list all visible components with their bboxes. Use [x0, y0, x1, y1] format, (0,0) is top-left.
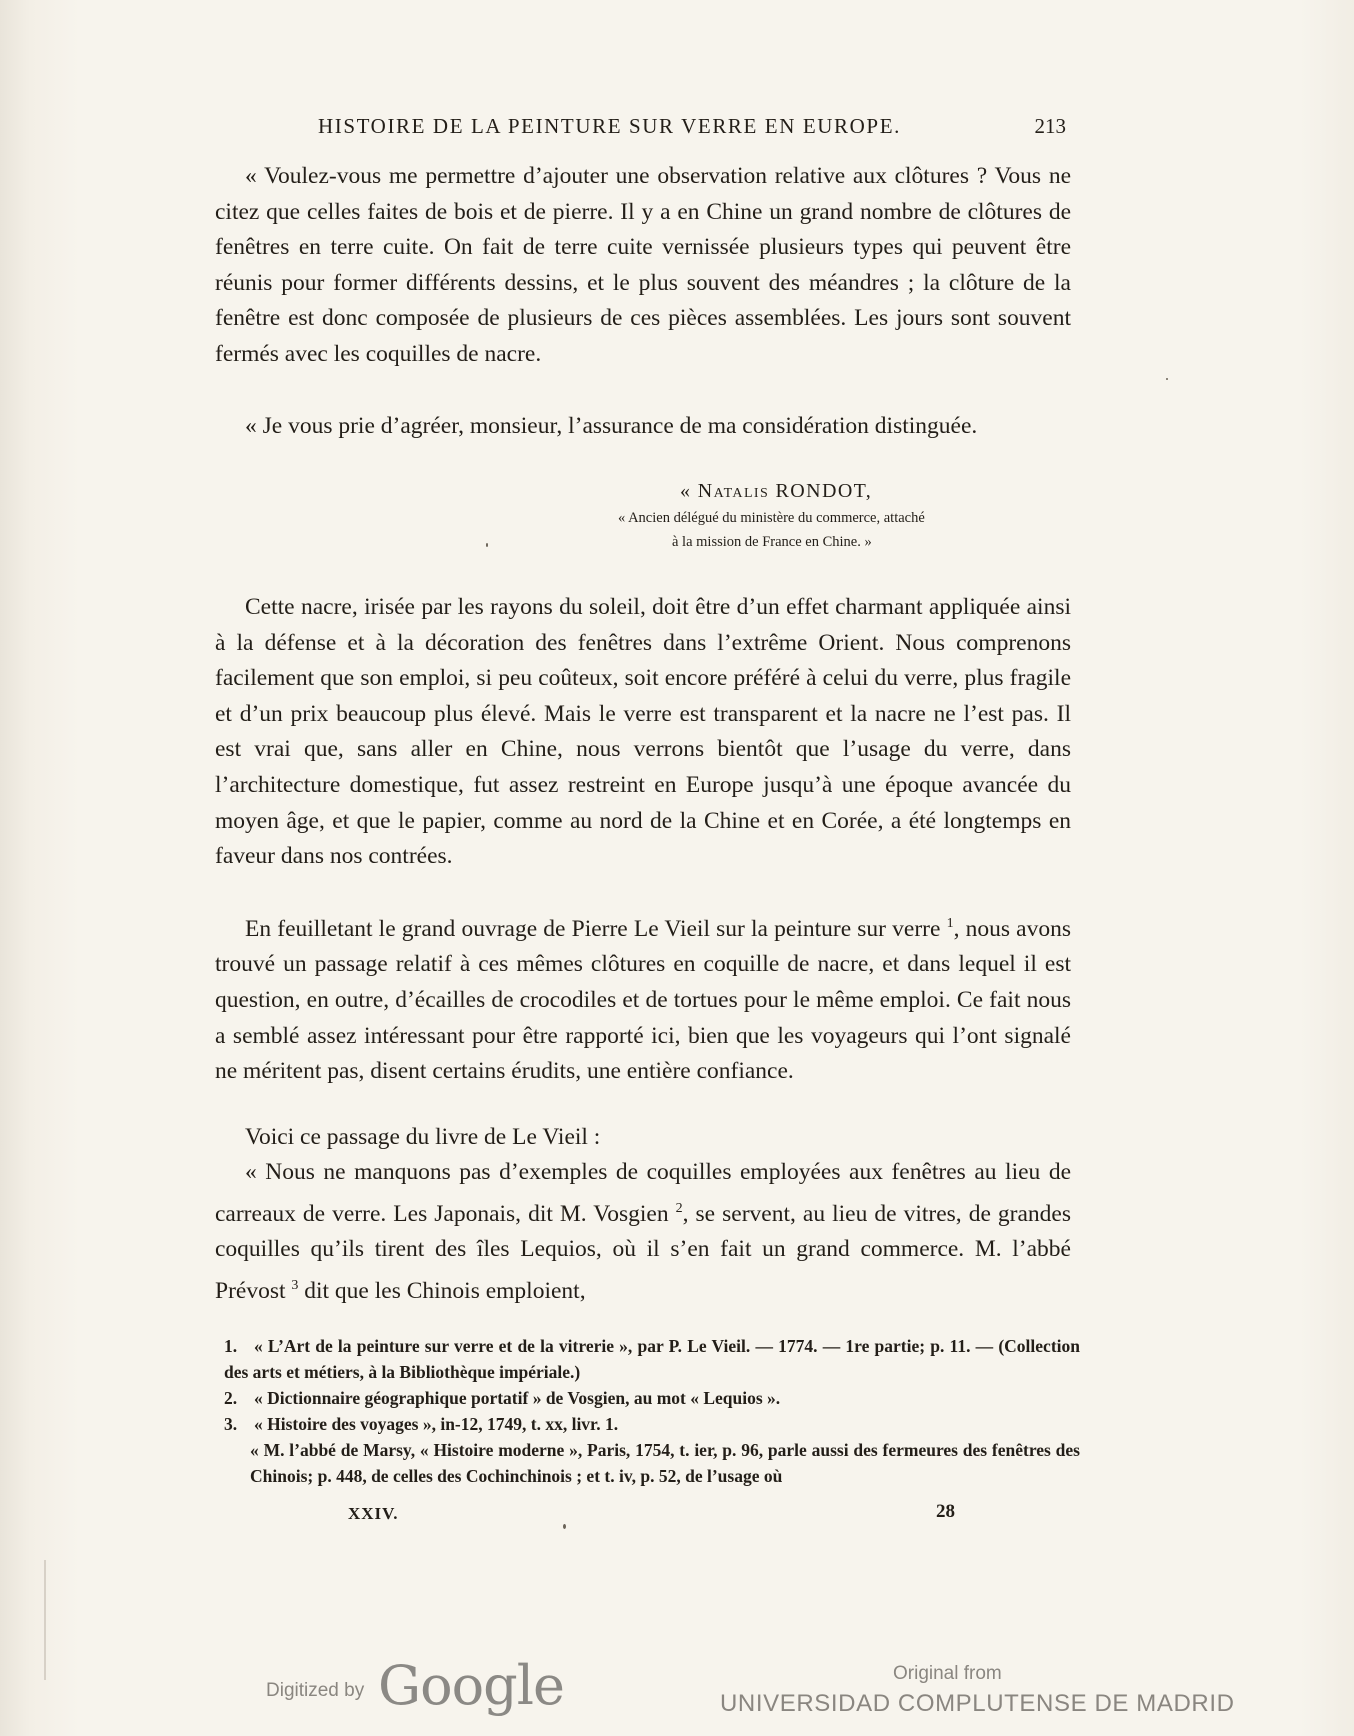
- footnote-ref: 1: [946, 916, 954, 931]
- letter-paragraph: « Voulez-vous me permettre d’ajouter une observation relative aux clôtures ? Vous ne citez que celles faites de bois et de pierre. Il y a en Chine un grand nombre de clôtures de fenêtres en terre cuite. On fait de terre cuite vernissée plusieurs types qui peuvent être réunis pour former différents dessins, et le plus souvent des méandres ; la clôture de la fenêtre est donc composée de plusieurs de ces pièces assemblées. Les jours sont souvent fermés avec les coquilles de nacre.: [215, 163, 1071, 367]
- footnote-label: 3.: [224, 1414, 238, 1434]
- signature-title-line: à la mission de France en Chine. »: [672, 534, 872, 550]
- digitized-by-label: Digitized by: [266, 1680, 365, 1701]
- quoted-paragraph: [215, 1155, 1071, 1309]
- library-name: UNIVERSIDAD COMPLUTENSE DE MADRID: [720, 1690, 1235, 1717]
- body-paragraph: [215, 906, 1071, 1090]
- footnote-text: « Histoire des voyages », in-12, 1749, t. xx, livr. 1.: [254, 1414, 619, 1434]
- body-paragraph: Cette nacre, irisée par les rayons du soleil, doit être d’un effet charmant appliquée ainsi à la défense et à la décoration des fenêtres dans l’extrême Orient. Nous comprenons facilement que son emploi, si peu coûteux, soit encore préféré à celui du verre, plus fragile et d’un prix beaucoup plus élevé. Mais le verre est transparent et la nacre ne l’est pas. Il est vrai que, sans aller en Chine, nous verrons bientôt que l’usage du verre, dans l’architecture domestique, fut assez restreint en Europe jusqu’à une époque avancée du moyen âge, et que le papier, comme au nord de la Chine et en Corée, a été longtemps en faveur dans nos contrées.: [215, 594, 1071, 870]
- footnote-label: 2.: [224, 1388, 238, 1408]
- gathering-mark: XXIV.: [348, 1504, 399, 1523]
- gutter-shadow: [44, 1560, 46, 1680]
- footnote-3: [224, 1411, 1080, 1437]
- footnote-3-continuation: « M. l’abbé de Marsy, « Histoire moderne », Paris, 1754, t. ier, p. 96, parle aussi des fermeures des fenêtres des Chinois; p. 448, de celles des Cochinchinois ; et t. iv, p. 52, de l’usage où: [250, 1440, 1080, 1486]
- paragraph-text: En feuilletant le grand ouvrage de Pierre Le Vieil sur la peinture sur verre: [245, 915, 941, 942]
- page-number: 213: [1034, 114, 1066, 138]
- paragraph-text: , nous avons trouvé un passage relatif à ces mêmes clôtures en coquille de nacre, et dans lequel il est question, en outre, d’écailles de crocodiles et de tortues pour le même emploi. Ce fait nous a semblé assez intéressant pour être rapporté ici, bien que les voyageurs qui l’ont signalé ne méritent pas, disent certains érudits, une entière confiance.: [215, 915, 1072, 1085]
- running-title: HISTOIRE DE LA PEINTURE SUR VERRE EN EUROPE.: [318, 114, 901, 138]
- footnote-ref: 3: [291, 1277, 299, 1293]
- body-paragraph: Voici ce passage du livre de Le Vieil :: [245, 1124, 601, 1150]
- paragraph-text: « Nous ne manquons pas d’exemples de coquilles employées aux fenêtres au lieu de carreaux de verre. Les Japonais, dit M. Vosgien: [215, 1159, 1071, 1227]
- footnote-text: « L’Art de la peinture sur verre et de la vitrerie », par P. Le Vieil. — 1774. — 1re partie; p. 11. — (Collection des arts et métiers, à la Bibliothèque impériale.): [224, 1336, 1080, 1382]
- paragraph-text: dit que les Chinois emploient,: [298, 1277, 586, 1304]
- letter-signature: « Natalis RONDOT,: [680, 480, 873, 502]
- google-logo: Google: [378, 1654, 564, 1717]
- sheet-number: 28: [936, 1501, 955, 1522]
- paper-speck: [563, 1524, 566, 1529]
- signature-title-line: « Ancien délégué du ministère du commerce, attaché: [618, 510, 925, 526]
- running-header: [318, 114, 1066, 144]
- footnote-text: « Dictionnaire géographique portatif » de Vosgien, au mot « Lequios ».: [254, 1388, 781, 1408]
- footnote-ref: 2: [675, 1200, 683, 1216]
- footnote-2: [224, 1385, 1080, 1411]
- paragraph-text: , se servent, au lieu de vitres, de grandes coquilles qu’ils tirent des îles Lequios, où il s’en fait un grand commerce. M. l’abbé Prévost: [215, 1200, 1071, 1304]
- paper-speck: [1166, 378, 1168, 380]
- footnote-label: 1.: [224, 1336, 238, 1356]
- original-from-label: Original from: [893, 1663, 1002, 1684]
- footnote-1: [224, 1333, 1080, 1385]
- paper-speck: [486, 543, 488, 547]
- letter-closing: « Je vous prie d’agréer, monsieur, l’assurance de ma considération distinguée.: [245, 413, 978, 439]
